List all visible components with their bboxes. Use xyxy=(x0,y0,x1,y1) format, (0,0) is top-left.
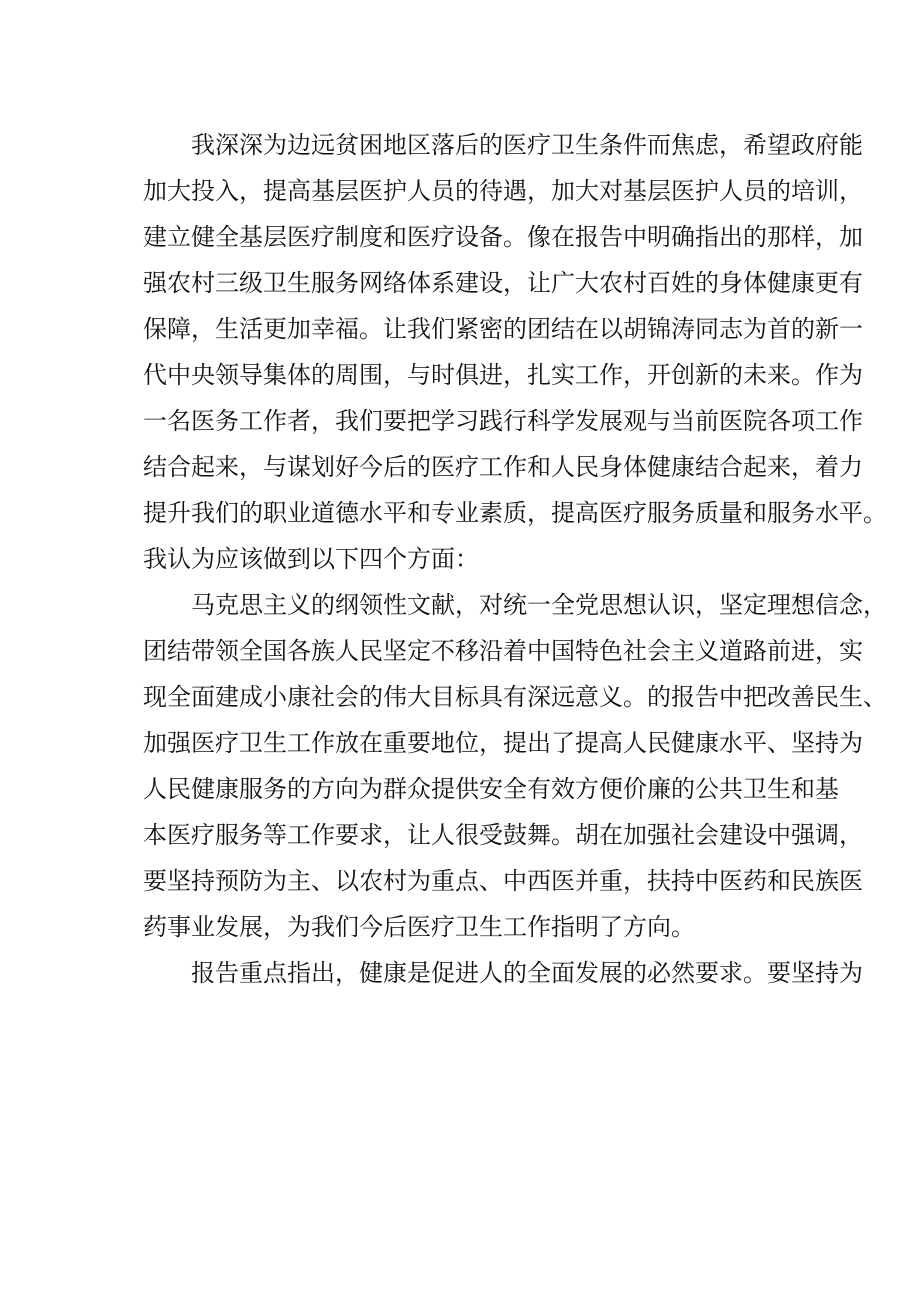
text-line: 人民健康服务的方向为群众提供安全有效方便价廉的公共卫生和基 xyxy=(143,775,839,803)
text-line: 一名医务工作者，我们要把学习践行科学发展观与当前医院各项工作 xyxy=(143,407,863,435)
paragraph-3 xyxy=(143,950,863,996)
text-line: 药事业发展，为我们今后医疗卫生工作指明了方向。 xyxy=(143,913,695,941)
text-line: 要坚持预防为主、以农村为重点、中西医并重，扶持中医药和民族医 xyxy=(143,867,863,895)
text-line: 代中央领导集体的周围，与时俱进，扎实工作，开创新的未来。作为 xyxy=(143,361,863,389)
text-line: 强农村三级卫生服务网络体系建设，让广大农村百姓的身体健康更有 xyxy=(143,269,863,297)
text-line: 结合起来，与谋划好今后的医疗工作和人民身体健康结合起来，着力 xyxy=(143,453,863,481)
text-line: 本医疗服务等工作要求，让人很受鼓舞。胡在加强社会建设中强调， xyxy=(143,821,863,849)
text-line: 加强医疗卫生工作放在重要地位，提出了提高人民健康水平、坚持为 xyxy=(143,729,863,757)
text-line: 我深深为边远贫困地区落后的医疗卫生条件而焦虑，希望政府能 xyxy=(191,131,863,159)
document-body xyxy=(143,122,887,996)
text-line: 保障，生活更加幸福。让我们紧密的团结在以胡锦涛同志为首的新一 xyxy=(143,315,863,343)
text-line: 现全面建成小康社会的伟大目标具有深远意义。的报告中把改善民生、 xyxy=(143,683,887,711)
text-line: 团结带领全国各族人民坚定不移沿着中国特色社会主义道路前进，实 xyxy=(143,637,863,665)
paragraph-1 xyxy=(143,122,887,582)
paragraph-2 xyxy=(143,582,887,950)
text-line: 提升我们的职业道德水平和专业素质，提高医疗服务质量和服务水平。 xyxy=(143,499,887,527)
text-line: 加大投入，提高基层医护人员的待遇，加大对基层医护人员的培训， xyxy=(143,177,863,205)
text-line: 马克思主义的纲领性文献，对统一全党思想认识，坚定理想信念， xyxy=(191,591,887,619)
text-line: 我认为应该做到以下四个方面： xyxy=(143,545,479,573)
text-line: 报告重点指出，健康是促进人的全面发展的必然要求。要坚持为 xyxy=(191,959,863,987)
text-line: 建立健全基层医疗制度和医疗设备。像在报告中明确指出的那样，加 xyxy=(143,223,863,251)
